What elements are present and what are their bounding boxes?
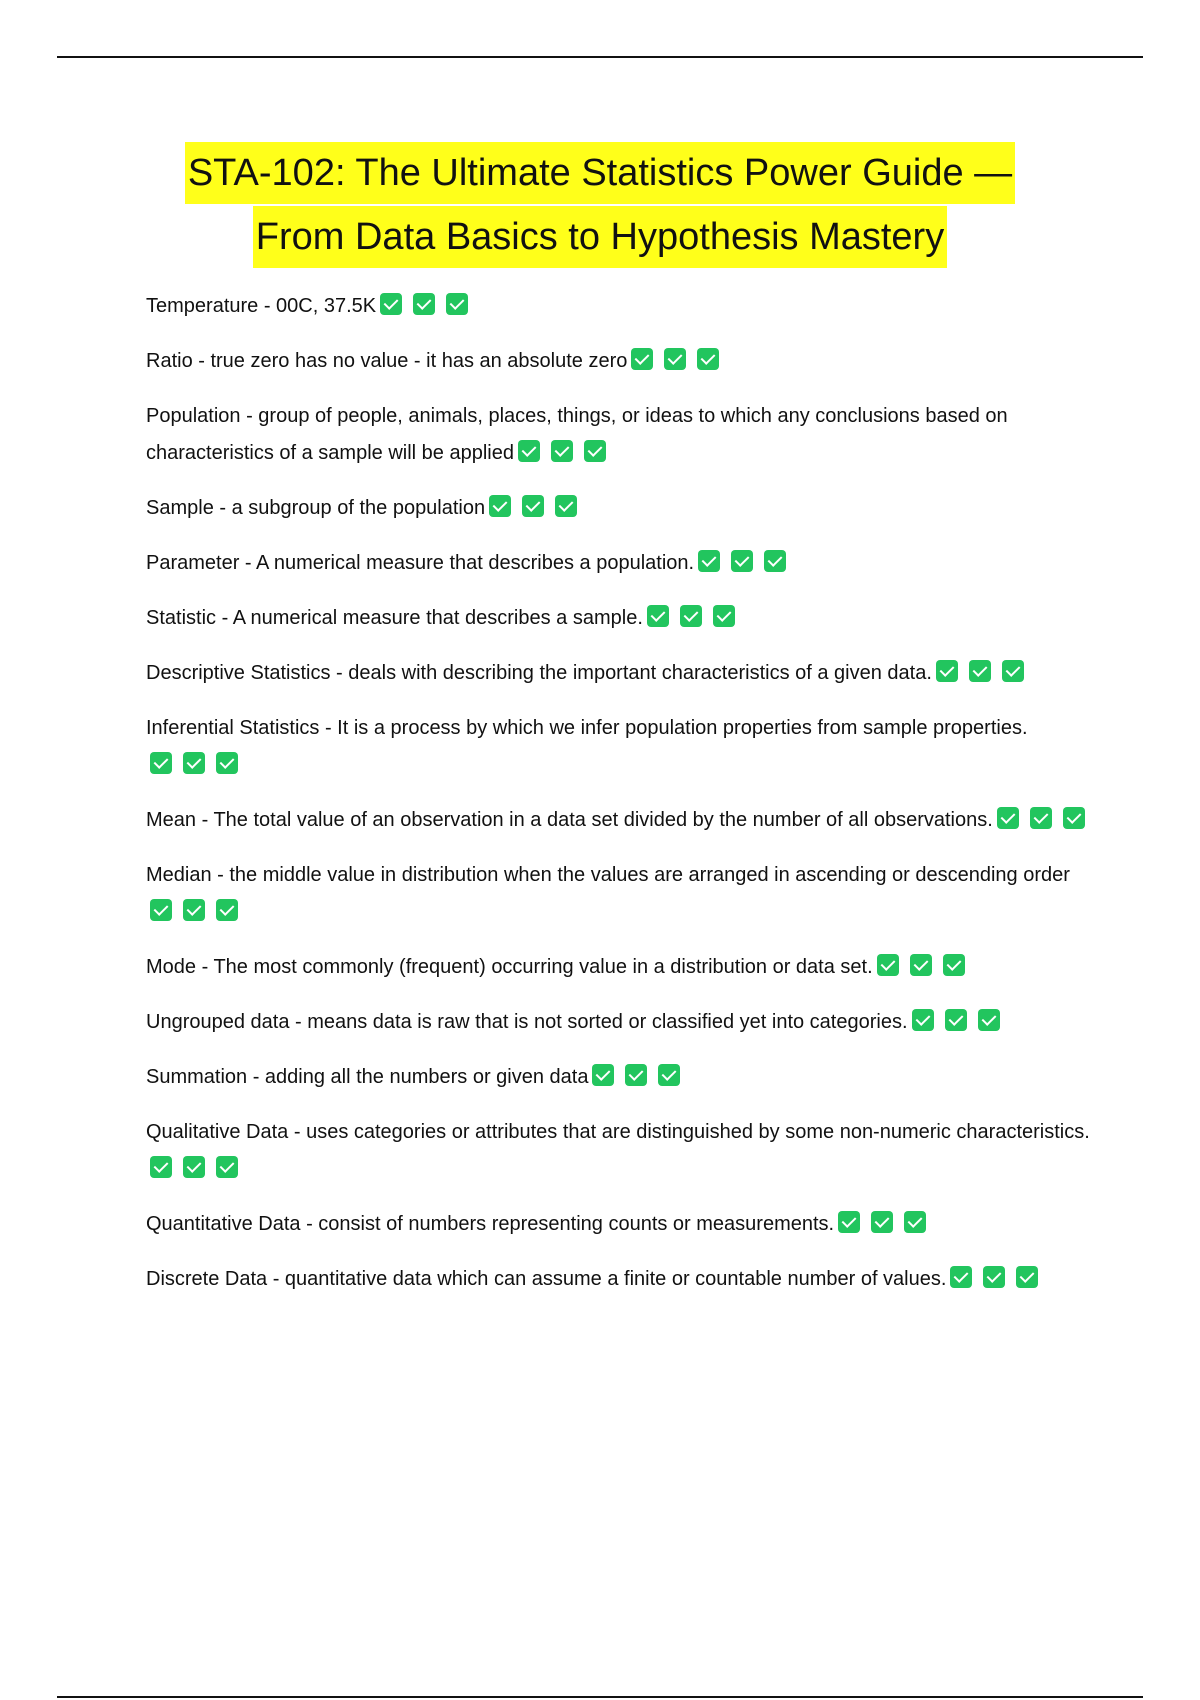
definition-item — [146, 1206, 1096, 1246]
check-mark-icon — [936, 660, 958, 682]
definition-text: Mean - The total value of an observation in a data set divided by the number of all observations. — [146, 809, 993, 831]
check-marks — [588, 1062, 680, 1099]
check-mark-icon — [680, 605, 702, 627]
check-marks — [627, 346, 719, 383]
definition-item — [146, 545, 1096, 585]
check-mark-icon — [183, 1156, 205, 1178]
check-marks — [485, 493, 577, 530]
check-mark-icon — [216, 752, 238, 774]
definition-text: Mode - The most commonly (frequent) occurring value in a distribution or data set. — [146, 956, 873, 978]
definition-item — [146, 1114, 1096, 1191]
check-mark-icon — [969, 660, 991, 682]
definition-item — [146, 1261, 1096, 1301]
definition-item — [146, 600, 1096, 640]
page-title — [0, 142, 1200, 270]
check-mark-icon — [1030, 807, 1052, 829]
check-mark-icon — [489, 495, 511, 517]
check-mark-icon — [945, 1009, 967, 1031]
check-mark-icon — [380, 293, 402, 315]
check-marks — [146, 750, 238, 787]
definition-text: Sample - a subgroup of the population — [146, 497, 486, 519]
definition-item — [146, 288, 1096, 328]
check-mark-icon — [904, 1211, 926, 1233]
check-mark-icon — [551, 440, 573, 462]
check-mark-icon — [625, 1064, 647, 1086]
definition-text: Temperature - 00C, 37.5K — [146, 295, 377, 317]
definition-item — [146, 1004, 1096, 1044]
check-mark-icon — [997, 807, 1019, 829]
definition-text: Ungrouped data - means data is raw that is not sorted or classified yet into categories. — [146, 1011, 908, 1033]
check-marks — [834, 1209, 926, 1246]
check-mark-icon — [216, 1156, 238, 1178]
check-mark-icon — [910, 954, 932, 976]
bottom-rule — [57, 1696, 1143, 1698]
check-mark-icon — [912, 1009, 934, 1031]
check-marks — [146, 897, 238, 934]
definition-item — [146, 490, 1096, 530]
check-mark-icon — [877, 954, 899, 976]
check-mark-icon — [764, 550, 786, 572]
check-mark-icon — [713, 605, 735, 627]
check-mark-icon — [150, 899, 172, 921]
check-mark-icon — [698, 550, 720, 572]
check-marks — [932, 658, 1024, 695]
top-rule — [57, 56, 1143, 58]
check-marks — [146, 1154, 238, 1191]
definition-item — [146, 857, 1096, 934]
definition-text: Statistic - A numerical measure that describes a sample. — [146, 607, 643, 629]
definition-text: Summation - adding all the numbers or given data — [146, 1066, 589, 1088]
check-mark-icon — [943, 954, 965, 976]
check-mark-icon — [731, 550, 753, 572]
check-mark-icon — [647, 605, 669, 627]
check-mark-icon — [983, 1266, 1005, 1288]
check-mark-icon — [150, 752, 172, 774]
definition-text: Descriptive Statistics - deals with describing the important characteristics of a given data. — [146, 662, 932, 684]
definition-text: Parameter - A numerical measure that describes a population. — [146, 552, 695, 574]
check-mark-icon — [518, 440, 540, 462]
definition-item — [146, 802, 1096, 842]
check-mark-icon — [584, 440, 606, 462]
check-mark-icon — [555, 495, 577, 517]
definition-item — [146, 398, 1096, 475]
check-mark-icon — [658, 1064, 680, 1086]
check-mark-icon — [697, 348, 719, 370]
definition-item — [146, 343, 1096, 383]
check-mark-icon — [1063, 807, 1085, 829]
check-mark-icon — [413, 293, 435, 315]
check-mark-icon — [150, 1156, 172, 1178]
definition-item — [146, 655, 1096, 695]
check-marks — [694, 548, 786, 585]
check-mark-icon — [183, 752, 205, 774]
check-mark-icon — [183, 899, 205, 921]
check-marks — [873, 952, 965, 989]
definition-text: Qualitative Data - uses categories or attributes that are distinguished by some non-numeric characteristics. — [146, 1121, 1090, 1143]
check-mark-icon — [1002, 660, 1024, 682]
definition-text: Discrete Data - quantitative data which can assume a finite or countable number of values. — [146, 1268, 947, 1290]
check-mark-icon — [664, 348, 686, 370]
definition-text: Median - the middle value in distribution when the values are arranged in ascending or descending order — [146, 864, 1070, 886]
check-mark-icon — [950, 1266, 972, 1288]
definition-list — [146, 288, 1096, 1316]
check-marks — [376, 291, 468, 328]
definition-item — [146, 1059, 1096, 1099]
check-mark-icon — [838, 1211, 860, 1233]
check-mark-icon — [216, 899, 238, 921]
check-marks — [908, 1007, 1000, 1044]
check-mark-icon — [592, 1064, 614, 1086]
definition-text: Inferential Statistics - It is a process by which we infer population properties from sample properties. — [146, 717, 1028, 739]
definition-text: Ratio - true zero has no value - it has an absolute zero — [146, 350, 628, 372]
definition-text: Quantitative Data - consist of numbers representing counts or measurements. — [146, 1213, 835, 1235]
check-mark-icon — [446, 293, 468, 315]
definition-text: Population - group of people, animals, places, things, or ideas to which any conclusions based on characteristics of a sample will be applied — [146, 405, 1008, 464]
check-marks — [993, 805, 1085, 842]
check-mark-icon — [631, 348, 653, 370]
check-mark-icon — [522, 495, 544, 517]
definition-item — [146, 710, 1096, 787]
definition-item — [146, 949, 1096, 989]
check-mark-icon — [978, 1009, 1000, 1031]
check-mark-icon — [871, 1211, 893, 1233]
title-line-1: STA-102: The Ultimate Statistics Power Guide — — [185, 142, 1015, 204]
check-marks — [643, 603, 735, 640]
title-line-2: From Data Basics to Hypothesis Mastery — [253, 206, 947, 268]
check-mark-icon — [1016, 1266, 1038, 1288]
check-marks — [946, 1264, 1038, 1301]
check-marks — [514, 438, 606, 475]
